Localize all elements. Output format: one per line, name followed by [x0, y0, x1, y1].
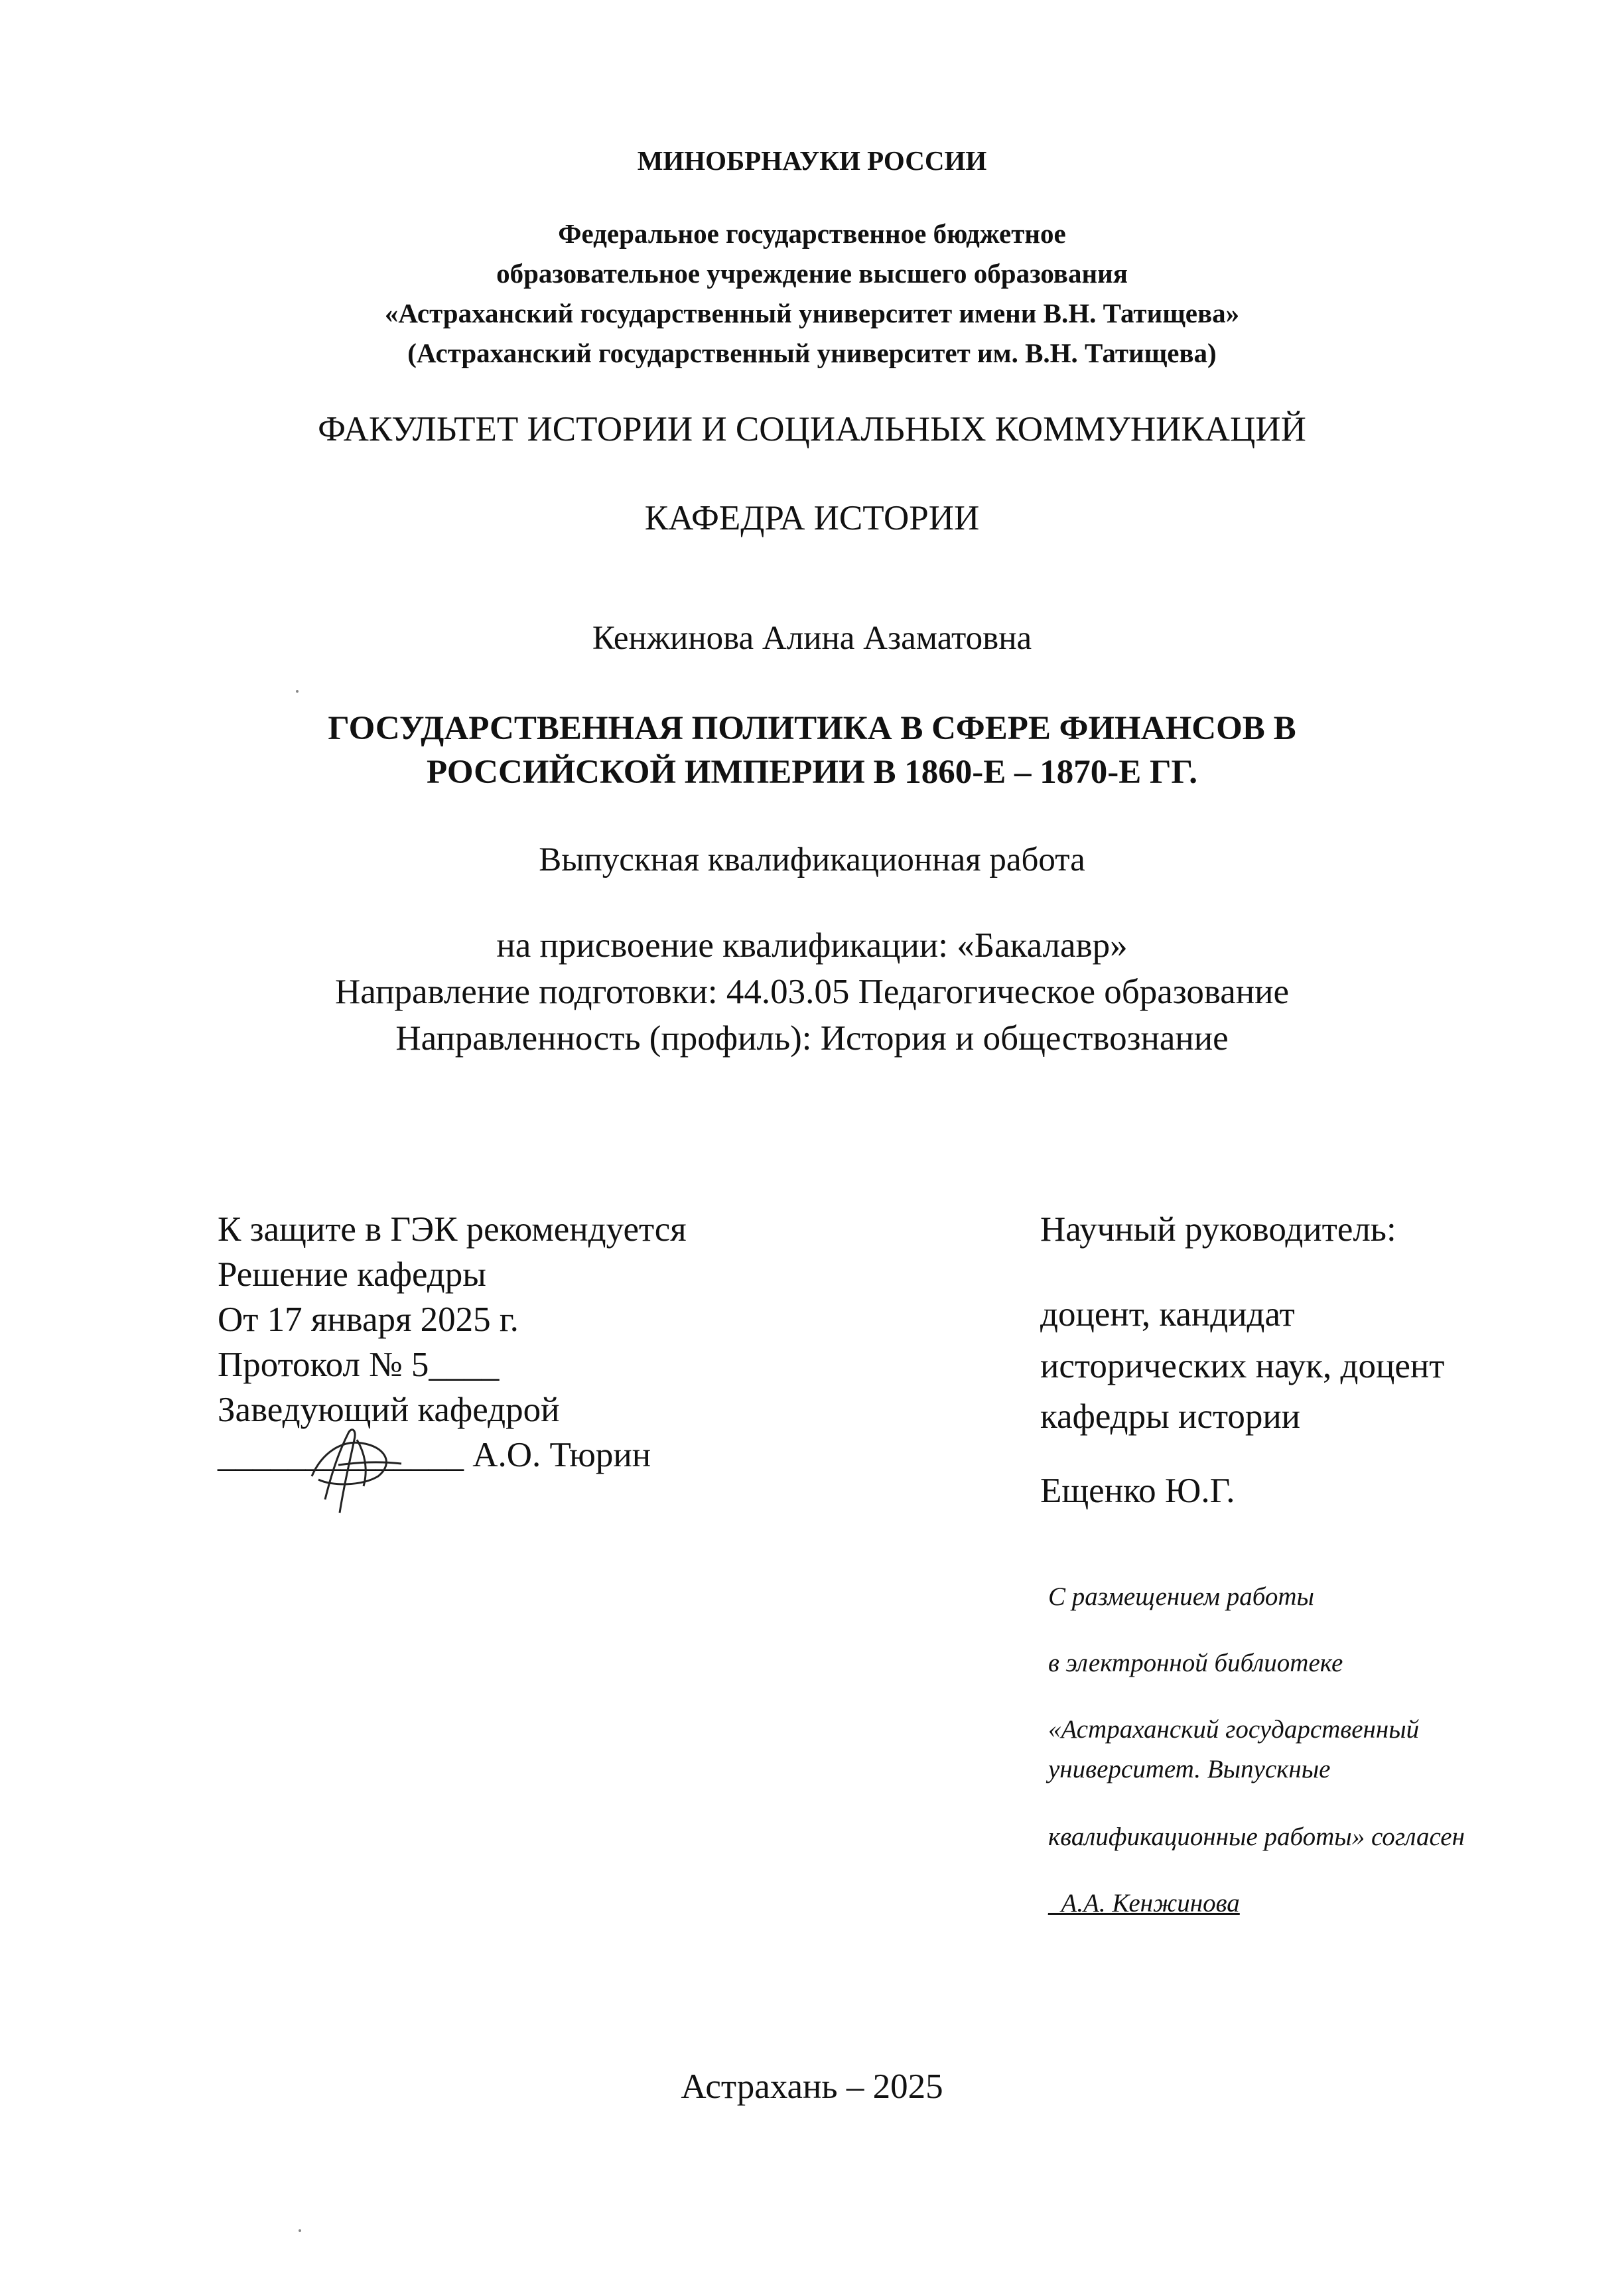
- supervisor-position-line: кафедры истории: [1040, 1397, 1301, 1436]
- study-direction-line: Направление подготовки: 44.03.05 Педагогическое образование: [335, 973, 1289, 1011]
- thesis-title-line-1: ГОСУДАРСТВЕННАЯ ПОЛИТИКА В СФЕРЕ ФИНАНСОВ В: [328, 710, 1296, 747]
- defense-line: Протокол № 5____: [218, 1346, 500, 1384]
- consent-line: университет. Выпускные: [1048, 1755, 1331, 1783]
- thesis-title-line-2: РОССИЙСКОЙ ИМПЕРИИ В 1860-Е – 1870-Е ГГ.: [427, 754, 1197, 791]
- faculty-heading: ФАКУЛЬТЕТ ИСТОРИИ И СОЦИАЛЬНЫХ КОММУНИКАЦИЙ: [318, 410, 1306, 449]
- institution-line-3: «Астраханский государственный университет имени В.Н. Татищева»: [384, 298, 1240, 328]
- institution-line-4: (Астраханский государственный университет им. В.Н. Татищева): [407, 338, 1217, 368]
- supervisor-position-line: исторических наук, доцент: [1040, 1347, 1445, 1385]
- supervisor-position-line: доцент, кандидат: [1040, 1295, 1295, 1334]
- author-name: Кенжинова Алина Азаматовна: [592, 620, 1032, 657]
- head-of-department-signature: [285, 1413, 431, 1519]
- consent-line: в электронной библиотеке: [1048, 1649, 1343, 1677]
- work-type: Выпускная квалификационная работа: [539, 841, 1085, 878]
- defense-line: ______________ А.О. Тюрин: [218, 1436, 651, 1474]
- consent-signature-line: _А.А. Кенжинова: [1048, 1889, 1240, 1917]
- scan-speck: [299, 2229, 301, 2232]
- defense-line: Заведующий кафедрой: [218, 1391, 560, 1429]
- department-heading: КАФЕДРА ИСТОРИИ: [644, 499, 980, 537]
- consent-line: «Астраханский государственный: [1048, 1715, 1420, 1744]
- consent-line: квалификационные работы» согласен: [1048, 1823, 1465, 1851]
- defense-line: Решение кафедры: [218, 1255, 486, 1294]
- institution-line-2: образовательное учреждение высшего образования: [496, 258, 1128, 289]
- defense-line: От 17 января 2025 г.: [218, 1300, 519, 1339]
- defense-line: К защите в ГЭК рекомендуется: [218, 1210, 687, 1249]
- consent-line: С размещением работы: [1048, 1582, 1314, 1611]
- supervisor-heading: Научный руководитель:: [1040, 1210, 1396, 1249]
- city-year-footer: Астрахань – 2025: [681, 2067, 943, 2106]
- supervisor-name: Ещенко Ю.Г.: [1040, 1472, 1235, 1510]
- scan-speck: [296, 690, 299, 693]
- qualification-line: на присвоение квалификации: «Бакалавр»: [496, 926, 1128, 965]
- study-profile-line: Направленность (профиль): История и обществознание: [395, 1019, 1229, 1058]
- institution-line-1: Федеральное государственное бюджетное: [558, 218, 1066, 249]
- ministry-heading: МИНОБРНАУКИ РОССИИ: [637, 145, 987, 176]
